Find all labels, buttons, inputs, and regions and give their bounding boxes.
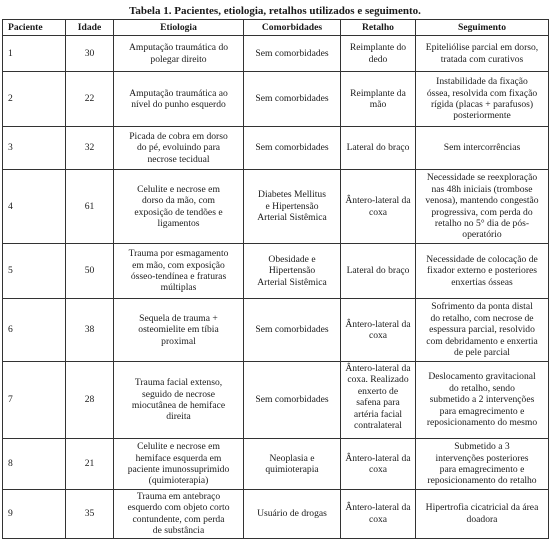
cell-text-line: (quimioterapia) — [148, 475, 209, 487]
cell-text-line: de substância — [152, 525, 205, 537]
cell-text-line: Neoplasia e — [269, 452, 315, 464]
cell-etiologia — [114, 36, 244, 72]
header-comorbidades: Comorbidades — [244, 20, 341, 36]
cell-text-line: Celulite e necrose em — [137, 183, 220, 195]
cell-text-line: esquerdo com objeto corto — [127, 502, 230, 514]
cell-text-line: espessura parcial, resolvido — [429, 324, 535, 336]
cell-idade: 32 — [66, 127, 114, 170]
cell-seguimento — [416, 490, 549, 539]
cell-seguimento — [416, 439, 549, 490]
cell-text-line: venosa), mantendo congestão — [425, 195, 539, 207]
cell-text-line: submetido a 2 intervenções — [429, 394, 535, 406]
cell-etiologia — [114, 244, 244, 299]
cell-text-line: intervenções posteriores — [435, 452, 529, 464]
cell-text-line: Submetido a 3 — [454, 441, 510, 453]
cell-text-line: óssea, resolvida com fixação — [426, 87, 538, 99]
cell-text-line: retalho no 5° dia de pós- — [434, 217, 530, 229]
cell-text-line: artéria facial — [353, 408, 403, 420]
cell-comorbidades — [244, 36, 341, 72]
cell-comorbidades — [244, 439, 341, 490]
table-row — [3, 299, 549, 362]
cell-text-line: polegar direito — [150, 53, 207, 65]
cell-text-line: paciente imunossuprimido — [127, 464, 230, 475]
cell-text-line: Ântero-lateral da — [345, 363, 411, 374]
cell-seguimento — [416, 36, 549, 72]
cell-seguimento — [416, 72, 549, 127]
cell-text-line: Sem comorbidades — [255, 394, 329, 406]
patients-table — [2, 19, 549, 539]
cell-text-line: ligamentos — [157, 217, 200, 229]
cell-text-line: Trauma facial extenso, — [134, 377, 223, 389]
cell-text-line: progressiva, com perda do — [431, 206, 533, 218]
cell-seguimento — [416, 127, 549, 170]
cell-text-line: hemiface esquerda em — [135, 452, 222, 464]
cell-comorbidades — [244, 490, 341, 539]
cell-retalho — [341, 127, 416, 170]
cell-text-line: nas 48h iniciais (trombose — [431, 183, 533, 195]
cell-comorbidades — [244, 362, 341, 439]
cell-paciente: 1 — [3, 36, 66, 72]
cell-comorbidades — [244, 72, 341, 127]
cell-retalho — [341, 490, 416, 539]
cell-text-line: Obesidade e — [268, 253, 316, 265]
table-caption: Tabela 1. Pacientes, etiologia, retalhos utilizados e seguimento. — [129, 5, 421, 17]
cell-etiologia — [114, 362, 244, 439]
cell-text-line: posteriormente — [453, 110, 511, 122]
cell-text-line: doadora — [466, 513, 498, 525]
cell-text-line: coxa — [368, 206, 388, 218]
cell-etiologia — [114, 439, 244, 490]
cell-seguimento — [416, 244, 549, 299]
cell-text-line: Sem comorbidades — [255, 324, 329, 336]
cell-text-line: Sem comorbidades — [255, 47, 329, 59]
cell-text-line: fixador externo e posteriores — [426, 265, 538, 277]
cell-retalho — [341, 244, 416, 299]
cell-text-line: operatório — [462, 229, 502, 241]
cell-paciente: 6 — [3, 299, 66, 362]
cell-retalho — [341, 362, 416, 439]
cell-text-line: tratada com curativos — [440, 53, 524, 65]
cell-text-line: Hipertensão — [268, 265, 316, 277]
table-row — [3, 439, 549, 490]
table-row — [3, 170, 549, 244]
cell-text-line: Hipertrofia cicatricial da área — [425, 502, 539, 514]
cell-etiologia — [114, 72, 244, 127]
cell-text-line: quimioterapia — [265, 464, 319, 475]
cell-idade: 35 — [66, 490, 114, 539]
cell-text-line: reposicionamento do mesmo — [426, 417, 538, 429]
cell-text-line: Trauma em antebraço — [136, 491, 221, 502]
cell-text-line: Diabetes Mellitus — [258, 189, 326, 201]
cell-text-line: nível do punho esquerdo — [131, 99, 226, 110]
cell-etiologia — [114, 127, 244, 170]
cell-text-line: Reimplante do — [349, 42, 407, 54]
cell-text-line: Instabilidade da fixação — [436, 76, 528, 88]
cell-idade: 38 — [66, 299, 114, 362]
cell-text-line: ósseo-tendínea e fraturas — [130, 271, 227, 282]
table-row — [3, 36, 549, 72]
cell-paciente: 3 — [3, 127, 66, 170]
cell-retalho — [341, 36, 416, 72]
cell-text-line: Lateral do braço — [346, 142, 410, 154]
cell-comorbidades — [244, 127, 341, 170]
cell-text-line: coxa — [368, 464, 388, 475]
cell-text-line: coxa. Realizado — [347, 374, 409, 386]
cell-text-line: Reimplante da — [350, 87, 406, 99]
cell-text-line: miocutânea de hemiface — [131, 400, 226, 411]
cell-idade: 61 — [66, 170, 114, 244]
cell-text-line: Necessidade de colocação de — [426, 253, 538, 265]
cell-text-line: Deslocamento gravitacional — [428, 371, 536, 383]
cell-retalho — [341, 299, 416, 362]
cell-text-line: mão — [369, 99, 387, 110]
cell-text-line: safena para — [356, 397, 400, 409]
header-idade: Idade — [66, 20, 114, 36]
cell-text-line: Sofrimento da ponta distal — [431, 301, 533, 313]
cell-text-line: Arterial Sistêmica — [257, 212, 327, 224]
cell-text-line: coxa — [368, 330, 388, 341]
cell-text-line: dorso da mão, com — [141, 195, 215, 207]
cell-idade: 28 — [66, 362, 114, 439]
cell-idade: 50 — [66, 244, 114, 299]
cell-text-line: do retalho, sendo — [449, 382, 515, 394]
cell-text-line: para emagrecimento e — [439, 405, 525, 417]
header-paciente: Paciente — [3, 20, 66, 36]
cell-text-line: osteomielite em tíbia — [138, 324, 219, 336]
cell-text-line: exposição de tendões e — [134, 206, 223, 218]
cell-text-line: do retalho, com necrose de — [430, 312, 534, 324]
cell-text-line: Sem intercorrências — [443, 142, 521, 154]
cell-text-line: para emagrecimento e — [439, 464, 525, 475]
table-row — [3, 362, 549, 439]
cell-text-line: Picada de cobra em dorso — [129, 130, 228, 142]
cell-retalho — [341, 170, 416, 244]
header-etiologia: Etiologia — [114, 20, 244, 36]
cell-paciente: 8 — [3, 439, 66, 490]
cell-retalho — [341, 72, 416, 127]
cell-text-line: Celulite e necrose em — [137, 441, 220, 453]
cell-paciente: 7 — [3, 362, 66, 439]
cell-text-line: dedo — [368, 53, 388, 65]
cell-text-line: Amputação traumática ao — [129, 87, 228, 99]
cell-text-line: com debridamento e enxertia — [426, 335, 538, 347]
cell-paciente: 4 — [3, 170, 66, 244]
cell-retalho — [341, 439, 416, 490]
cell-text-line: Lateral do braço — [346, 265, 410, 277]
cell-idade: 22 — [66, 72, 114, 127]
cell-etiologia — [114, 170, 244, 244]
cell-text-line: de pele parcial — [454, 347, 510, 359]
cell-text-line: Usuário de drogas — [257, 508, 327, 520]
cell-comorbidades — [244, 299, 341, 362]
cell-idade: 30 — [66, 36, 114, 72]
cell-text-line: direita — [166, 411, 191, 423]
cell-text-line: enxertias ósseas — [451, 276, 513, 288]
cell-text-line: necrose tecidual — [147, 153, 210, 165]
cell-text-line: contundente, com perda — [132, 513, 225, 525]
cell-etiologia — [114, 490, 244, 539]
cell-paciente: 2 — [3, 72, 66, 127]
cell-text-line: Arterial Sistêmica — [257, 276, 327, 288]
table-row — [3, 490, 549, 539]
cell-text-line: coxa — [368, 513, 388, 525]
table-row — [3, 72, 549, 127]
cell-text-line: Ântero-lateral da — [345, 195, 411, 207]
table-row — [3, 244, 549, 299]
header-seguimento: Seguimento — [416, 20, 549, 36]
header-retalho: Retalho — [341, 20, 416, 36]
cell-text-line: proximal — [161, 335, 196, 347]
cell-idade: 21 — [66, 439, 114, 490]
header-row — [3, 20, 549, 36]
cell-text-line: Amputação traumática do — [128, 42, 229, 54]
cell-seguimento — [416, 170, 549, 244]
cell-text-line: do pé, evoluindo para — [136, 142, 221, 154]
cell-seguimento — [416, 362, 549, 439]
cell-text-line: seguido de necrose — [142, 388, 215, 400]
cell-text-line: e Hipertensão — [265, 200, 319, 212]
cell-text-line: reposicionamento do retalho — [427, 475, 537, 487]
cell-text-line: Epiteliólise parcial em dorso, — [425, 42, 539, 54]
cell-etiologia — [114, 299, 244, 362]
cell-text-line: Ântero-lateral da — [345, 318, 411, 330]
cell-text-line: Trauma por esmagamento — [128, 248, 229, 260]
cell-seguimento — [416, 299, 549, 362]
cell-text-line: rígida (placas + parafusos) — [430, 99, 534, 110]
cell-text-line: Necessidade se reexploração — [426, 172, 538, 184]
cell-text-line: em mão, com exposição — [132, 259, 225, 271]
cell-paciente: 5 — [3, 244, 66, 299]
cell-paciente: 9 — [3, 490, 66, 539]
cell-comorbidades — [244, 170, 341, 244]
cell-text-line: Sequela de trauma + — [139, 312, 218, 324]
cell-text-line: Sem comorbidades — [255, 93, 329, 105]
table-row — [3, 127, 549, 170]
cell-text-line: múltiplas — [160, 282, 197, 294]
cell-text-line: Ântero-lateral da — [345, 502, 411, 514]
cell-text-line: contralateral — [354, 420, 402, 432]
cell-comorbidades — [244, 244, 341, 299]
cell-text-line: Ântero-lateral da — [345, 452, 411, 464]
cell-text-line: enxerto de — [357, 385, 399, 397]
cell-text-line: Sem comorbidades — [255, 142, 329, 154]
